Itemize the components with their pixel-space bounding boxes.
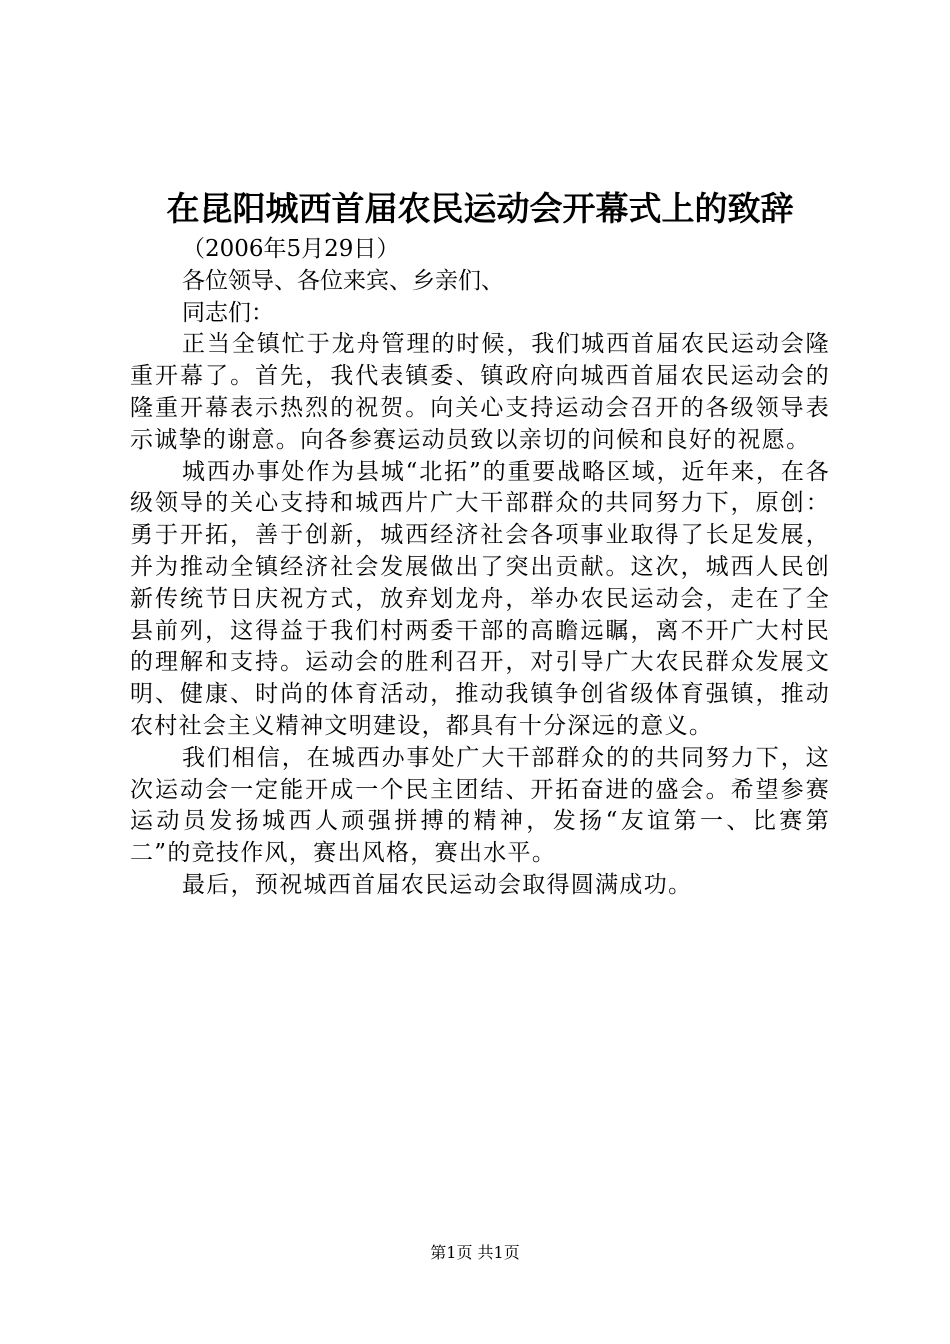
body-paragraph-2: 城西办事处作为县城“北拓”的重要战略区域，近年来，在各级领导的关心支持和城西片广大干部群众的共同努力下，原创：勇于开拓，善于创新，城西经济社会各项事业取得了长足发展，并为推动全镇经济社会发展做出了突出贡献。这次，城西人民创新传统节日庆祝方式，放弃划龙舟，举办农民运动会，走在了全县前列，这得益于我们村两委干部的高瞻远瞩，离不开广大村民的理解和支持。运动会的胜利召开，对引导广大农民群众发展文明、健康、时尚的体育活动，推动我镇争创省级体育强镇，推动农村社会主义精神文明建设，都具有十分深远的意义。 bbox=[130, 458, 830, 739]
body-paragraph-4: 最后，预祝城西首届农民运动会取得圆满成功。 bbox=[182, 871, 693, 898]
document-body bbox=[130, 234, 830, 902]
document-title: 在昆阳城西首届农民运动会开幕式上的致辞 bbox=[166, 189, 794, 228]
salutation-line-1: 各位领导、各位来宾、乡亲们、 bbox=[182, 267, 504, 294]
body-paragraph-1: 正当全镇忙于龙舟管理的时候，我们城西首届农民运动会隆重开幕了。首先，我代表镇委、镇政府向城西首届农民运动会的隆重开幕表示热烈的祝贺。向关心支持运动会召开的各级领导表示诚挚的谢意。向各参赛运动员致以亲切的问候和良好的祝愿。 bbox=[130, 331, 830, 453]
page-footer: 第1页 共1页 bbox=[430, 1243, 520, 1262]
salutation-line-2: 同志们： bbox=[182, 299, 274, 326]
document-date: （2006年5月29日） bbox=[182, 236, 400, 262]
body-paragraph-3: 我们相信，在城西办事处广大干部群众的的共同努力下，这次运动会一定能开成一个民主团结、开拓奋进的盛会。希望参赛运动员发扬城西人顽强拼搏的精神，发扬“友谊第一、比赛第二”的竞技作风，赛出风格，赛出水平。 bbox=[130, 744, 830, 867]
